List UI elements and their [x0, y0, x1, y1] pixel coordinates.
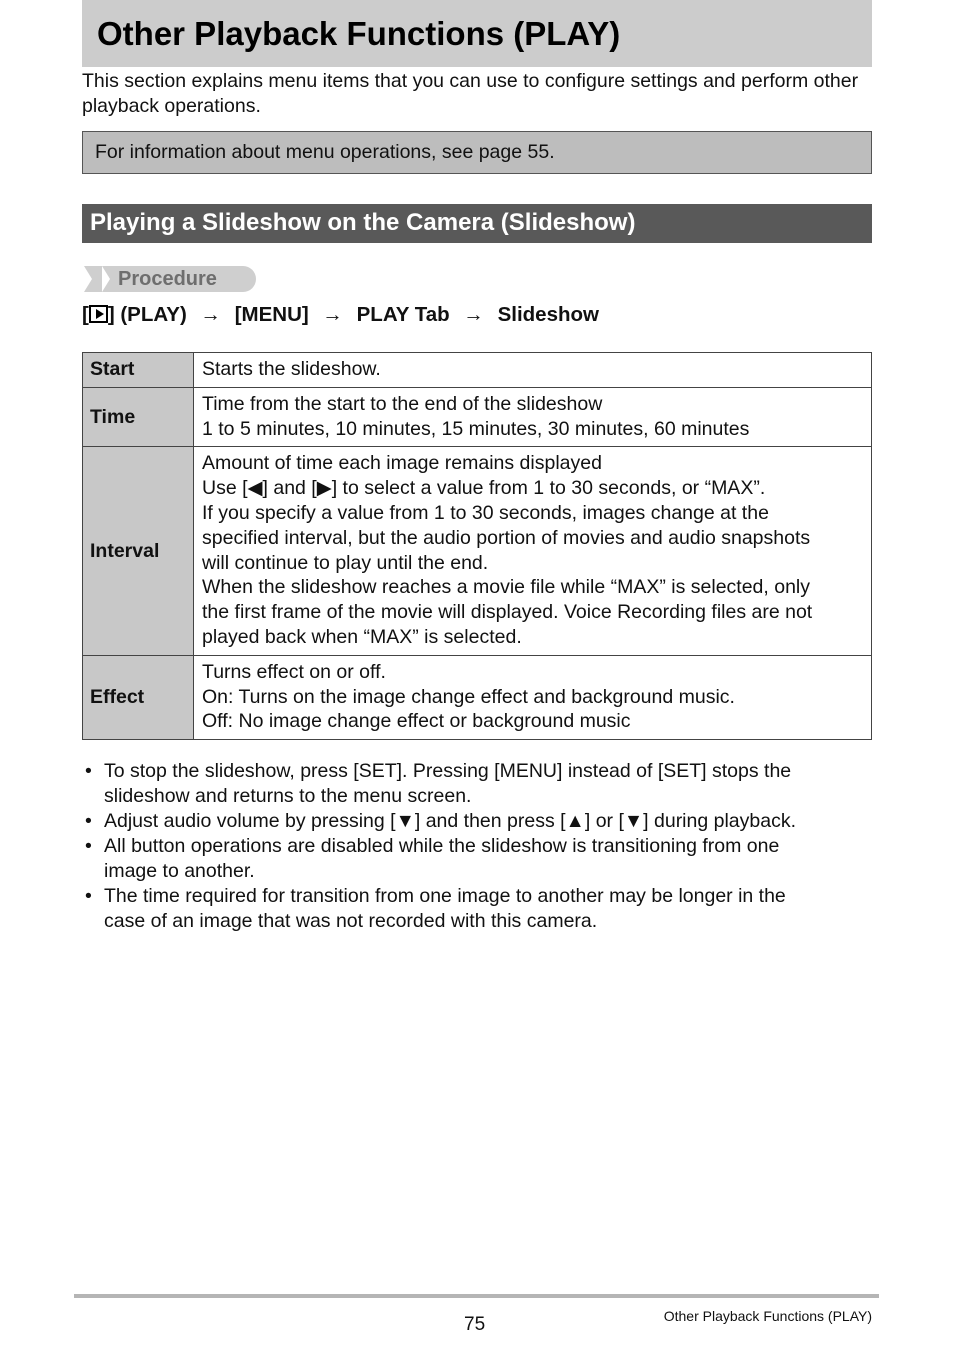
description-line: specified interval, but the audio portion of movies and audio snapshots	[202, 526, 811, 549]
footer-divider	[74, 1294, 879, 1298]
arrow-right-icon: →	[463, 303, 484, 326]
description-line: the first frame of the movie will displayed. Voice Recording files are not	[202, 601, 813, 624]
table-row	[83, 655, 872, 739]
info-box: For information about menu operations, see page 55.	[82, 131, 872, 174]
path-step-play: ] (PLAY)	[107, 303, 187, 326]
note-line: The time required for transition from one image to another may be longer in the	[104, 885, 786, 907]
list-item	[82, 809, 872, 834]
note-line: All button operations are disabled while the slideshow is transitioning from one	[104, 835, 780, 857]
page-title: Other Playback Functions (PLAY)	[82, 0, 872, 67]
description-line: Off: No image change effect or background music	[202, 710, 631, 733]
bullet-icon: •	[85, 760, 92, 782]
page-number: 75	[464, 1314, 486, 1335]
description-line: Time from the start to the end of the slideshow	[202, 392, 603, 415]
table-row	[83, 447, 872, 655]
note-line: Adjust audio volume by pressing [▼] and then press [▲] or [▼] during playback.	[104, 810, 797, 832]
procedure-tag	[84, 266, 256, 292]
path-step-play-tab: PLAY Tab	[356, 303, 450, 326]
description-line: Amount of time each image remains displayed	[202, 452, 602, 475]
setting-description	[194, 447, 872, 655]
list-item	[82, 884, 872, 934]
note-line: case of an image that was not recorded with this camera.	[104, 910, 598, 932]
table-row	[83, 353, 872, 388]
path-step-menu: [MENU]	[234, 303, 309, 326]
arrow-right-icon: →	[200, 303, 221, 326]
path-step-slideshow: Slideshow	[497, 303, 599, 326]
setting-name: Interval	[83, 447, 194, 655]
note-line: slideshow and returns to the menu screen.	[104, 785, 472, 807]
settings-table	[82, 352, 872, 740]
intro-paragraph: This section explains menu items that you can use to configure settings and perform other playback operations.	[82, 70, 859, 117]
note-line: To stop the slideshow, press [SET]. Pressing [MENU] instead of [SET] stops the	[104, 760, 792, 782]
play-button-icon	[89, 305, 108, 323]
setting-description	[194, 353, 872, 388]
description-line: When the slideshow reaches a movie file while “MAX” is selected, only	[202, 576, 811, 599]
tag-notch-icon	[84, 266, 92, 292]
bullet-icon: •	[85, 885, 92, 907]
bullet-icon: •	[85, 835, 92, 857]
list-item	[82, 759, 872, 809]
setting-description	[194, 655, 872, 739]
list-item	[82, 834, 872, 884]
note-line: image to another.	[104, 860, 255, 882]
bullet-icon: •	[85, 810, 92, 832]
description-line: Starts the slideshow.	[202, 358, 381, 380]
description-line: On: Turns on the image change effect and background music.	[202, 685, 735, 708]
description-line: Use [◀] and [▶] to select a value from 1 to 30 seconds, or “MAX”.	[202, 477, 766, 500]
section-heading: Playing a Slideshow on the Camera (Slideshow)	[82, 204, 872, 243]
arrow-right-icon: →	[322, 303, 343, 326]
menu-path	[82, 301, 599, 329]
description-line: will continue to play until the end.	[202, 551, 489, 574]
path-open-bracket: [	[82, 303, 89, 326]
procedure-label: Procedure	[118, 268, 217, 290]
table-row	[83, 387, 872, 447]
description-line: If you specify a value from 1 to 30 seconds, images change at the	[202, 501, 769, 524]
setting-name: Effect	[83, 655, 194, 739]
tag-chevron-icon	[102, 266, 110, 292]
setting-description	[194, 387, 872, 447]
description-line: Turns effect on or off.	[202, 660, 386, 683]
notes-list	[82, 759, 872, 934]
description-line: played back when “MAX” is selected.	[202, 625, 522, 648]
setting-name: Start	[83, 353, 194, 388]
setting-name: Time	[83, 387, 194, 447]
running-title: Other Playback Functions (PLAY)	[663, 1308, 872, 1324]
description-line: 1 to 5 minutes, 10 minutes, 15 minutes, 30 minutes, 60 minutes	[202, 417, 750, 440]
